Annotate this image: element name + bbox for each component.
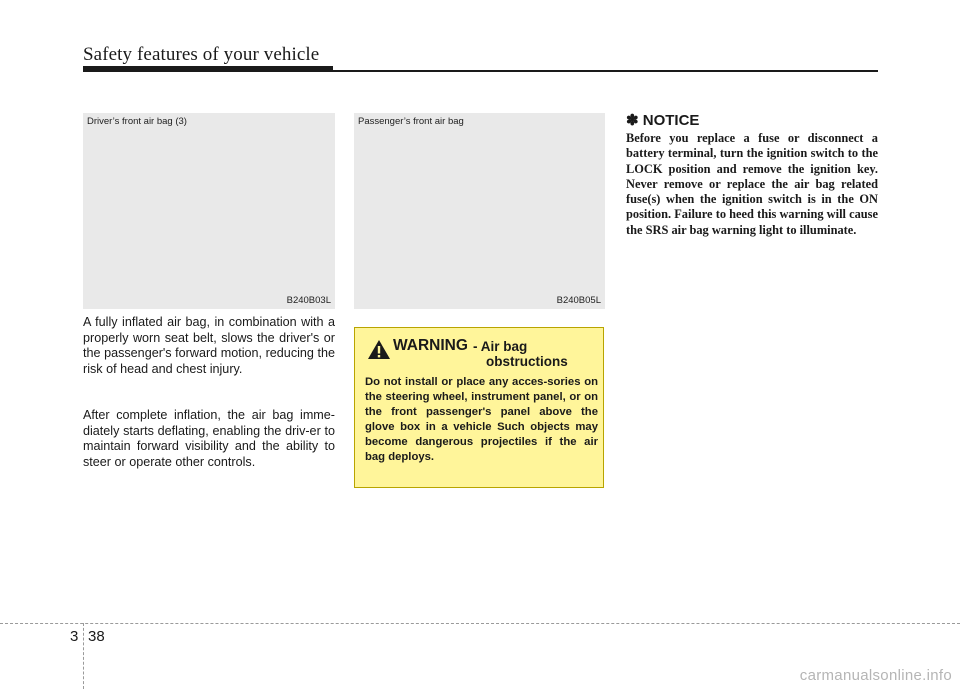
figure-code: B240B05L [556,295,601,306]
paragraph-airbag-deflation: After complete inflation, the air bag imme-diately starts deflating, enabling the driv-er to maintain forward visibility and the ability to steer or operate other controls. [83,408,335,470]
header-rule-thick [83,66,333,72]
figure-caption: Driver’s front air bag (3) [87,116,187,127]
section-title: Safety features of your vehicle [83,44,320,65]
chapter-number: 3 [70,628,79,645]
warning-label: WARNING [393,337,468,354]
figure-caption: Passenger’s front air bag [358,116,464,127]
warning-triangle-icon [367,339,391,360]
footer-divider [0,623,960,624]
paragraph-airbag-inflation: A fully inflated air bag, in combination with a properly worn seat belt, slows the driver's or the passenger's forward motion, reducing the risk of head and chest injury. [83,315,335,377]
warning-box [354,327,604,488]
header-rule-thin [333,70,878,72]
footer-divider-vertical [83,623,84,689]
notice-heading: ✽ NOTICE [626,112,700,129]
figure-driver-airbag [83,113,335,309]
warning-text: Do not install or place any acces-sories on the steering wheel, instrument panel, or on the front passenger's panel above the glove box in a vehicle Such objects may become dangerous projectiles if the air bag deploys. [365,376,598,463]
notice-text: Before you replace a fuse or disconnect a battery terminal, turn the ignition switch to the LOCK position and remove the ignition key. Never remove or replace the air bag related fuse(s) when the ignition switch is in the ON position. Failure to heed this warning will cause the SRS air bag warning light to illuminate. [626,131,878,237]
watermark-text: carmanualsonline.info [799,667,952,684]
warning-heading: - Air bag [473,339,528,354]
figure-code: B240B03L [286,295,331,306]
figure-passenger-airbag [354,113,605,309]
page-number: 38 [88,628,105,645]
warning-heading-continued: obstructions [486,354,568,369]
